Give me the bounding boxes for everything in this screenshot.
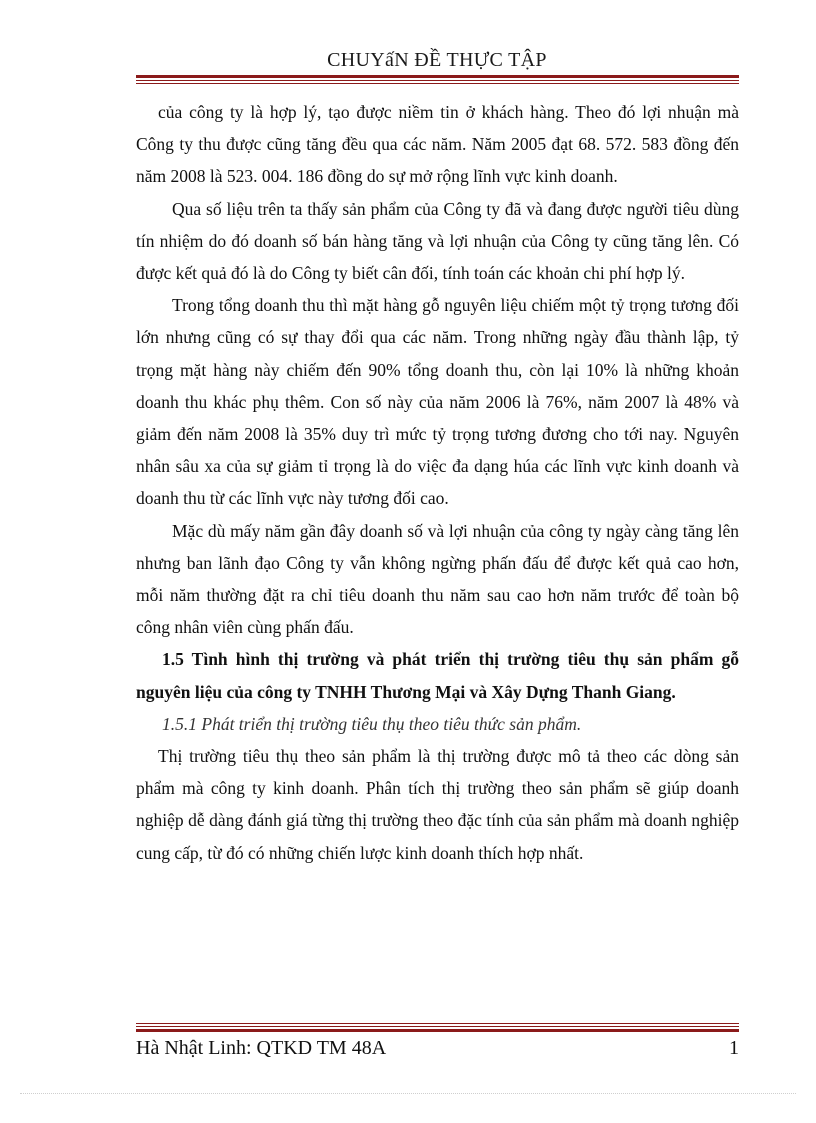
footer-rule-thick xyxy=(136,1029,739,1032)
document-body xyxy=(136,96,739,869)
paragraph: của công ty là hợp lý, tạo được niềm tin ở khách hàng. Theo đó lợi nhuận mà Công ty thu được cũng tăng đều qua các năm. Năm 2005 đạt 68. 572. 583 đồng đến năm 2008 là 523. 004. 186 đồng do sự mở rộng lĩnh vực kinh doanh. xyxy=(136,102,739,187)
paragraph: Mặc dù mấy năm gần đây doanh số và lợi nhuận của công ty ngày càng tăng lên nhưng ban lãnh đạo Công ty vẫn không ngừng phấn đấu để được kết quả cao hơn, mỗi năm thường đặt ra chỉ tiêu doanh thu năm sau cao hơn năm trước để toàn bộ công nhân viên cùng phấn đấu. xyxy=(136,520,739,638)
paragraph: Qua số liệu trên ta thấy sản phẩm của Công ty đã và đang được người tiêu dùng tín nhiệm do đó doanh số bán hàng tăng và lợi nhuận của Công ty cũng tăng lên. Có được kết quả đó là do Công ty biết cân đối, tính toán các khoản chi phí hợp lý. xyxy=(136,198,739,284)
page-break-divider xyxy=(20,1093,796,1094)
header-rule-thin-2 xyxy=(136,83,739,84)
header-rule-thin xyxy=(136,80,739,81)
subsection-heading: 1.5.1 Phát triển thị trường tiêu thụ theo tiêu thức sản phẩm. xyxy=(162,713,582,734)
footer-rule-thin xyxy=(136,1023,739,1024)
footer-author: Hà Nhật Linh: QTKD TM 48A xyxy=(136,1037,387,1059)
paragraph: Trong tổng doanh thu thì mặt hàng gỗ nguyên liệu chiếm một tỷ trọng tương đối lớn nhưng cũng có sự thay đổi qua các năm. Trong những ngày đầu thành lập, tỷ trọng mặt hàng này chiếm đến 90% tổng doanh thu, còn lại 10% là những khoản doanh thu khác phụ thêm. Con số này của năm 2006 là 76%, năm 2007 là 48% và giảm đến năm 2008 là 35% duy trì mức tỷ trọng tương đương cho tới nay. Nguyên nhân sâu xa của sự giảm tỉ trọng là do việc đa dạng húa các lĩnh vực kinh doanh và doanh thu từ các lĩnh vực này tương đối cao. xyxy=(136,295,739,509)
footer-rule-thin-2 xyxy=(136,1026,739,1027)
section-heading: 1.5 Tình hình thị trường và phát triển thị trường tiêu thụ sản phẩm gỗ nguyên liệu của công ty TNHH Thương Mại và Xây Dựng Thanh Giang. xyxy=(136,649,739,702)
page-header-title: CHUYấN ĐỀ THỰC TẬP xyxy=(327,49,547,71)
header-rule-thick xyxy=(136,75,739,78)
page-number: 1 xyxy=(729,1037,739,1059)
paragraph: Thị trường tiêu thụ theo sản phẩm là thị trường được mô tả theo các dòng sản phẩm mà công ty kinh doanh. Phân tích thị trường theo sản phẩm sẽ giúp doanh nghiệp dễ dàng đánh giá từng thị trường theo đặc tính của sản phẩm mà doanh nghiệp cung cấp, từ đó có những chiến lược kinh doanh thích hợp nhất. xyxy=(136,746,739,863)
